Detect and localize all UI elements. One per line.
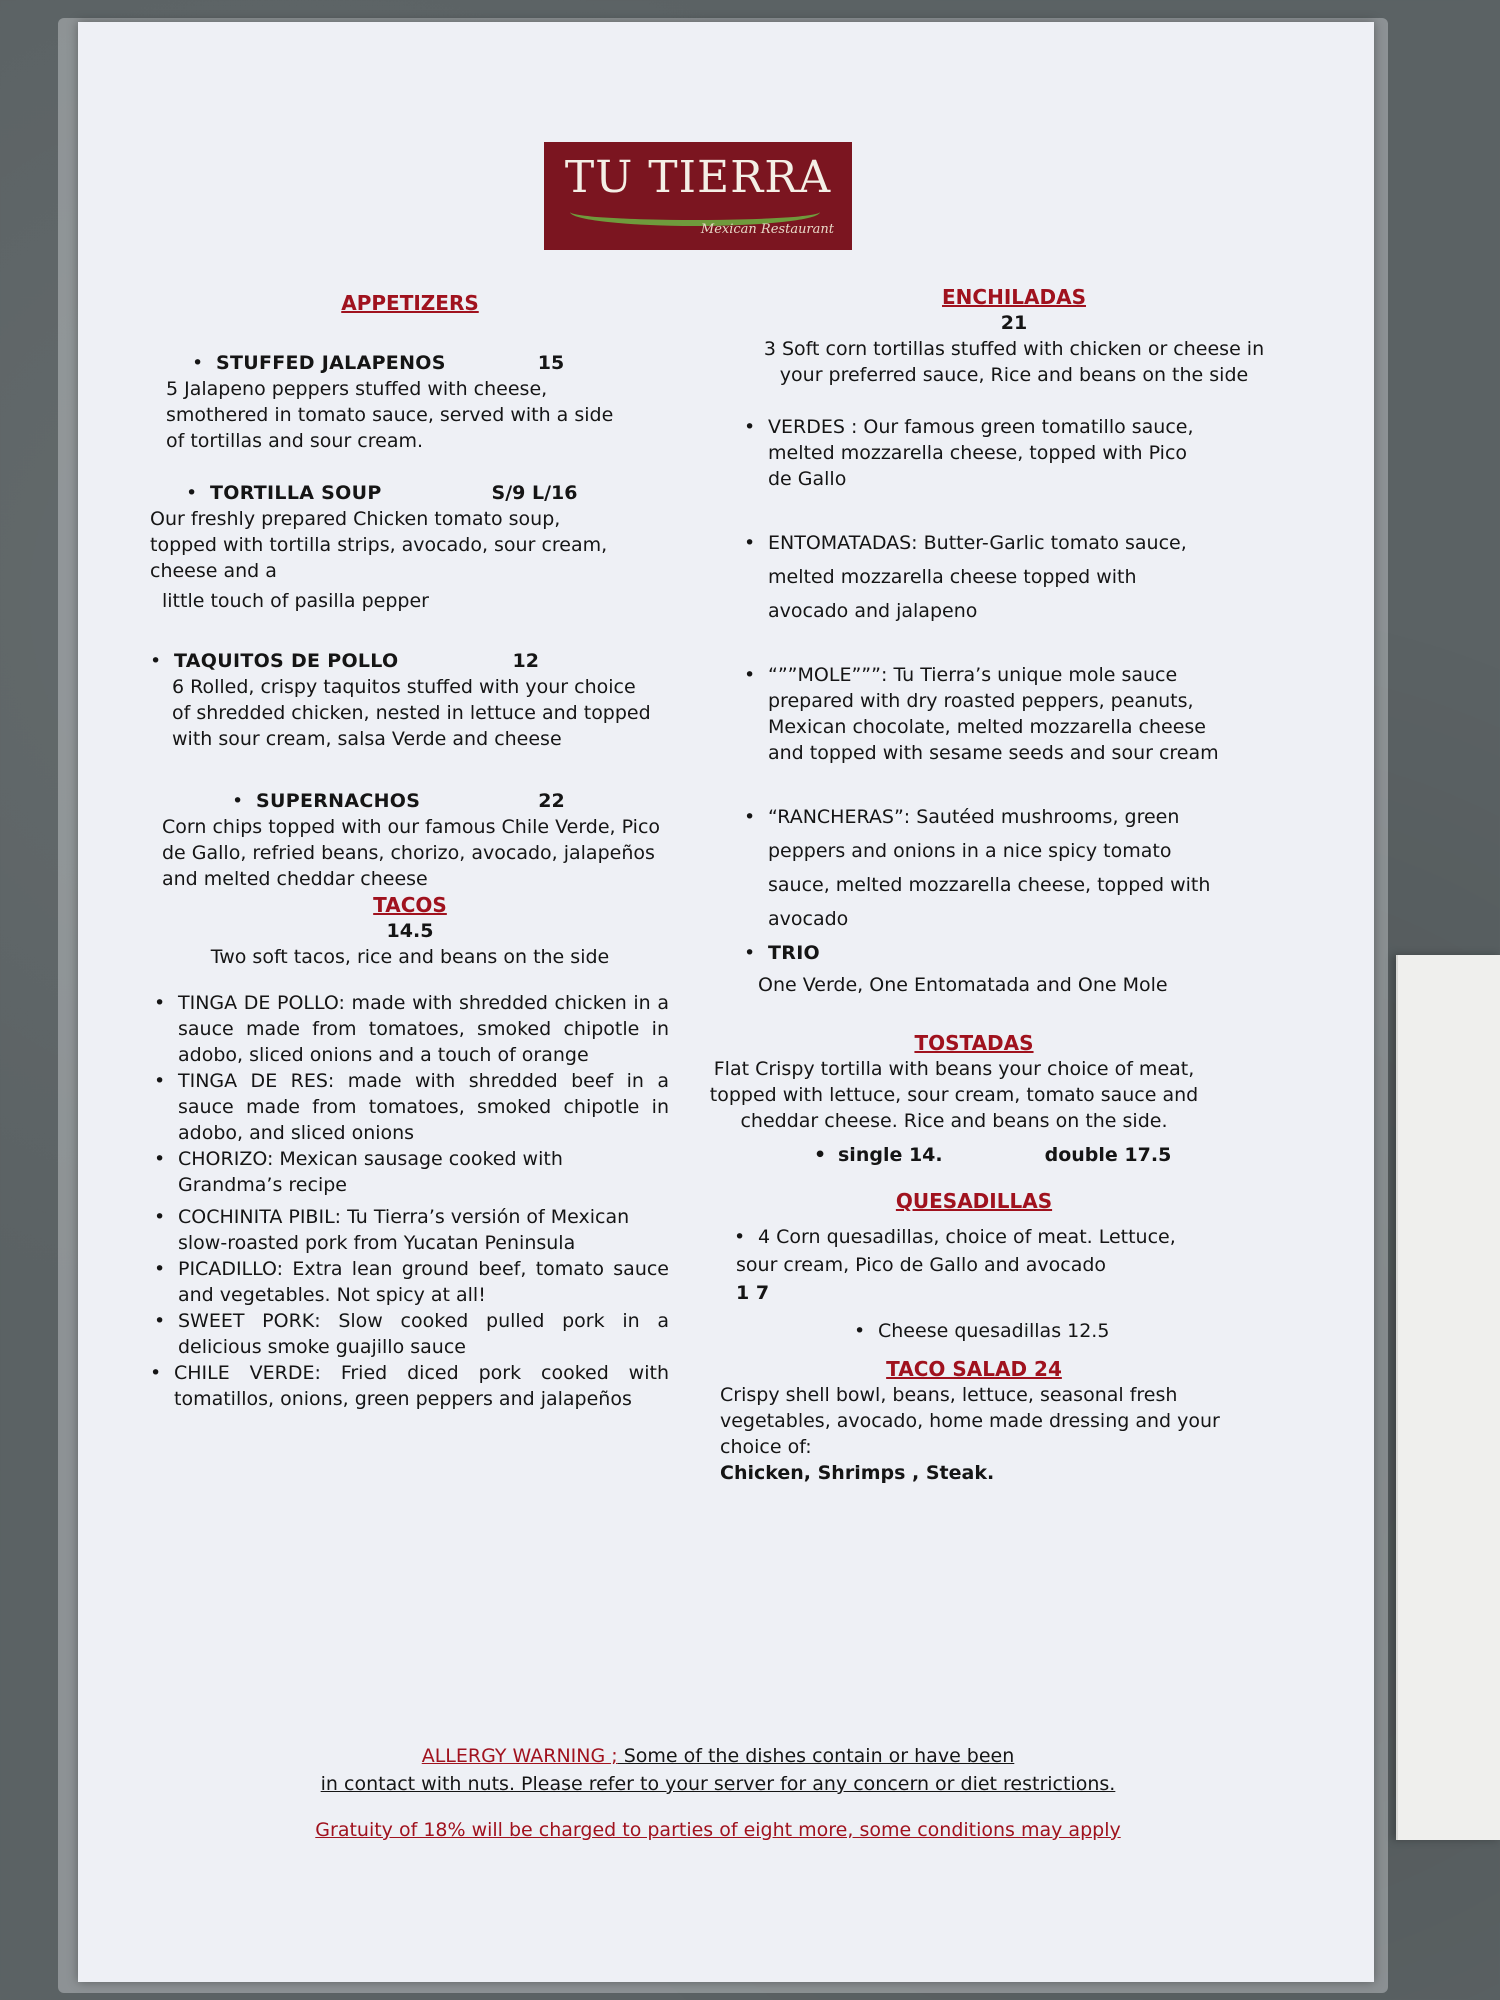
taco-item (150, 1068, 669, 1146)
taco-salad-description: Crispy shell bowl, beans, lettuce, seasonal fresh vegetables, avocado, home made dressing and your choice of: (720, 1384, 1220, 1458)
item-name: • STUFFED JALAPENOS (216, 352, 446, 374)
tostadas-prices (744, 1142, 1284, 1168)
enchilada-item (744, 800, 1234, 936)
taco-item (150, 1360, 669, 1412)
tacos-description: Two soft tacos, rice and beans on the side (210, 946, 610, 968)
quesadillas-heading: QUESADILLAS (895, 1189, 1053, 1213)
tacos-heading: TACOS (373, 893, 447, 917)
trio-name: • TRIO (768, 942, 821, 964)
taco-item-text: • SWEET PORK: Slow cooked pulled pork in a delicious smoke guajillo sauce (178, 1310, 669, 1358)
gratuity-notice: Gratuity of 18% will be charged to parties of eight more, some conditions may apply (315, 1819, 1121, 1841)
enchilada-item (744, 662, 1244, 766)
taco-salad-choices: Chicken, Shrimps , Steak. (720, 1462, 995, 1484)
taco-item (150, 1146, 594, 1198)
enchilada-item-text: • VERDES : Our famous green tomatillo sauce, melted mozzarella cheese, topped with Pico de Gallo (768, 416, 1194, 490)
right-column (709, 284, 1284, 1486)
appetizer-item (150, 480, 670, 506)
menu-page (78, 22, 1374, 1982)
tostadas-description: Flat Crispy tortilla with beans your choice of meat, topped with lettuce, sour cream, tomato sauce and cheddar cheese. Rice and beans on the side. (709, 1058, 1199, 1132)
taco-salad-heading: TACO SALAD 24 (886, 1357, 1062, 1381)
napkin (1396, 955, 1500, 1840)
appetizer-item (150, 788, 670, 814)
allergy-warning (218, 1742, 1218, 1770)
enchilada-item (744, 414, 1214, 492)
item-price: 22 (538, 790, 565, 812)
item-description: 5 Jalapeno peppers stuffed with cheese, smothered in tomato sauce, served with a side of tortillas and sour cream. (166, 378, 614, 452)
taco-item-text: • TINGA DE POLLO: made with shredded chicken in a sauce made from tomatoes, smoked chipotle in adobo, sliced onions and a touch of orange (178, 992, 669, 1066)
taco-item (150, 1256, 669, 1308)
menu-footer (218, 1742, 1218, 1844)
item-price: 12 (512, 650, 539, 672)
item-description: Corn chips topped with our famous Chile Verde, Pico de Gallo, refried beans, chorizo, avocado, jalapeños and melted cheddar cheese (162, 816, 661, 890)
enchilada-item-text: • “””MOLE”””: Tu Tierra’s unique mole sauce prepared with dry roasted peppers, peanuts, Mexican chocolate, melted mozzarella cheese and topped with sesame seeds and sour cream (768, 664, 1219, 764)
logo-name: TU TIERRA (564, 152, 832, 203)
item-description: 6 Rolled, crispy taquitos stuffed with your choice of shredded chicken, nested in lettuce and topped with sour cream, salsa Verde and cheese (172, 676, 651, 750)
restaurant-logo (544, 142, 852, 250)
allergy-label: ALLERGY WARNING ; (421, 1745, 618, 1767)
taco-item-text: • CHORIZO: Mexican sausage cooked with Grandma’s recipe (178, 1148, 563, 1196)
allergy-text-cont: in contact with nuts. Please refer to your server for any concern or diet restrictions. (320, 1773, 1116, 1795)
enchilada-item (744, 526, 1214, 628)
taco-item-text: • PICADILLO: Extra lean ground beef, tomato sauce and vegetables. Not spicy at all! (178, 1258, 669, 1306)
taco-item (150, 1204, 654, 1256)
quesadilla-item-price: 1 7 (736, 1282, 770, 1304)
tostadas-double: double 17.5 (1044, 1144, 1172, 1166)
quesadilla-item-text: • 4 Corn quesadillas, choice of meat. Lettuce, (758, 1226, 1176, 1248)
item-name: • SUPERNACHOS (256, 790, 421, 812)
item-description: Our freshly prepared Chicken tomato soup, topped with tortilla strips, avocado, sour cream, cheese and a (150, 508, 608, 582)
item-description-cont: little touch of pasilla pepper (162, 590, 429, 612)
item-price: S/9 L/16 (491, 482, 578, 504)
enchiladas-price: 21 (1000, 312, 1028, 334)
taco-item-text: • TINGA DE RES: made with shredded beef in a sauce made from tomatoes, smoked chipotle in adobo, and sliced onions (178, 1070, 669, 1144)
quesadilla-item-cont: sour cream, Pico de Gallo and avocado (736, 1254, 1107, 1276)
tacos-price: 14.5 (386, 920, 434, 942)
item-price: 15 (537, 352, 565, 374)
appetizer-item (150, 350, 670, 376)
tostadas-single: • single 14. (838, 1144, 943, 1166)
quesadilla-item (734, 1224, 1284, 1250)
item-name: • TAQUITOS DE POLLO (174, 650, 399, 672)
item-name: • TORTILLA SOUP (210, 482, 382, 504)
allergy-text: Some of the dishes contain or have been (617, 1745, 1015, 1767)
quesadilla-item-text: • Cheese quesadillas 12.5 (878, 1320, 1110, 1342)
enchilada-item-trio (744, 936, 1284, 970)
enchiladas-heading: ENCHILADAS (942, 285, 1086, 309)
logo-subtitle: Mexican Restaurant (700, 222, 834, 237)
trio-description: One Verde, One Entomatada and One Mole (758, 974, 1168, 996)
quesadilla-item (744, 1318, 1284, 1344)
enchiladas-description: 3 Soft corn tortillas stuffed with chicken or cheese in your preferred sauce, Rice and beans on the side (763, 338, 1265, 386)
enchilada-item-text: • ENTOMATADAS: Butter-Garlic tomato sauce, melted mozzarella cheese topped with avocado and jalapeno (768, 532, 1187, 622)
tostadas-heading: TOSTADAS (914, 1031, 1034, 1055)
appetizers-heading: APPETIZERS (341, 291, 479, 315)
enchilada-item-text: • “RANCHERAS”: Sautéed mushrooms, green peppers and onions in a nice spicy tomato sauce, melted mozzarella cheese, topped with avocado (768, 806, 1211, 930)
left-column (150, 290, 670, 1412)
taco-item (150, 990, 669, 1068)
appetizer-item (150, 648, 670, 674)
taco-item-text: • CHILE VERDE: Fried diced pork cooked with tomatillos, onions, green peppers and jalapeños (174, 1362, 669, 1410)
taco-item-text: • COCHINITA PIBIL: Tu Tierra’s versión of Mexican slow-roasted pork from Yucatan Peninsula (178, 1206, 630, 1254)
taco-item (150, 1308, 669, 1360)
